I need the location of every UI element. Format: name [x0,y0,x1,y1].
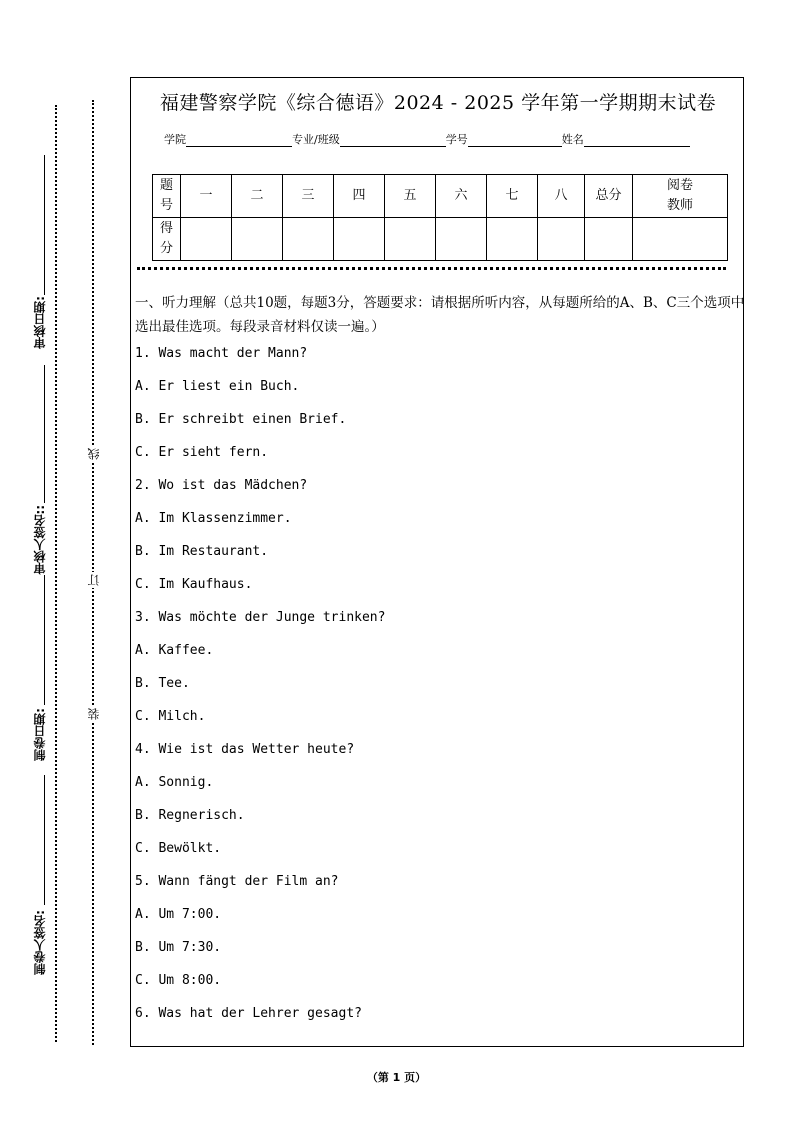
section-separator [137,267,726,270]
question-number-label: 题 号 [153,175,181,218]
section-heading: 一、听力理解（总共10题，每题3分，答题要求：请根据所听内容，从每题所给的A、B、C三个选项中选出最佳选项。每段录音材料仅读一遍。） [135,295,745,335]
reviewer-signature-field [24,505,54,575]
setter-signature-field [24,910,54,975]
col-1: 一 [181,175,232,218]
question-line: C. Im Kaufhaus. [135,577,253,592]
reviewer-signature-line[interactable] [44,365,45,503]
setter-signature-label: 制卷人签名: [32,910,47,975]
question-line: A. Kaffee. [135,643,214,658]
question-line: B. Regnerisch. [135,808,245,823]
score-cell-grader[interactable] [633,218,728,261]
score-table-header-row [153,175,728,218]
score-cell[interactable] [487,218,538,261]
score-cell[interactable] [538,218,585,261]
question-line: B. Im Restaurant. [135,544,269,559]
question-line: A. Um 7:00. [135,907,222,922]
col-4: 四 [334,175,385,218]
question-line: A. Sonnig. [135,775,214,790]
col-grader: 阅卷 教师 [633,175,728,218]
score-table [152,174,728,261]
binding-char-ding: 订 [87,574,101,586]
question-line: 2. Wo ist das Mädchen? [135,478,308,493]
name-label: 姓名 [561,133,584,146]
question-line: 1. Was macht der Mann? [135,346,308,361]
col-total: 总分 [585,175,633,218]
binding-dotted-line-outer [55,105,57,1042]
review-date-line[interactable] [44,155,45,295]
col-8: 八 [538,175,585,218]
question-line: 5. Wann fängt der Film an? [135,874,339,889]
reviewer-signature-label: 审核人签名:: [32,505,47,575]
score-label: 得 分 [153,218,181,261]
review-date-label: 审核日期: [32,296,47,349]
question-line: 3. Was möchte der Junge trinken? [135,610,386,625]
question-line: C. Er sieht fern. [135,445,269,460]
score-cell[interactable] [232,218,283,261]
question-line: 4. Wie ist das Wetter heute? [135,742,355,757]
score-cell[interactable] [283,218,334,261]
question-line: 6. Was hat der Lehrer gesagt? [135,1006,362,1021]
exam-frame [130,77,744,1047]
page-number: （第 1 页） [366,1071,427,1084]
college-label: 学院 [164,133,186,146]
name-field[interactable] [584,134,690,147]
question-line: A. Er liest ein Buch. [135,379,300,394]
question-line: C. Bewölkt. [135,841,222,856]
major-class-field[interactable] [340,134,446,147]
student-id-field[interactable] [468,134,562,147]
student-id-label: 学号 [445,133,468,146]
setter-date-field [24,708,54,761]
question-line: C. Um 8:00. [135,973,222,988]
student-info-row [164,131,690,147]
review-date-field [24,296,54,349]
col-7: 七 [487,175,538,218]
question-line: B. Tee. [135,676,190,691]
col-2: 二 [232,175,283,218]
setter-date-line[interactable] [44,575,45,705]
question-line: B. Um 7:30. [135,940,222,955]
question-list [135,345,745,1038]
binding-char-zhuang: 装 [87,708,101,720]
major-class-label: 专业/班级 [292,133,340,146]
score-table-score-row [153,218,728,261]
score-cell[interactable] [334,218,385,261]
setter-date-label: 制卷日期: [32,708,47,761]
section-listening [135,291,745,1038]
col-3: 三 [283,175,334,218]
score-cell[interactable] [436,218,487,261]
exam-title: 福建警察学院《综合德语》2024 - 2025 学年第一学期期末试卷 [159,92,717,114]
col-6: 六 [436,175,487,218]
question-line: B. Er schreibt einen Brief. [135,412,347,427]
question-line: C. Milch. [135,709,206,724]
score-cell[interactable] [385,218,436,261]
setter-signature-line[interactable] [44,775,45,905]
question-line: A. Im Klassenzimmer. [135,511,292,526]
score-cell-total[interactable] [585,218,633,261]
college-field[interactable] [186,134,292,147]
binding-char-xian: 线 [87,448,101,460]
col-5: 五 [385,175,436,218]
score-cell[interactable] [181,218,232,261]
